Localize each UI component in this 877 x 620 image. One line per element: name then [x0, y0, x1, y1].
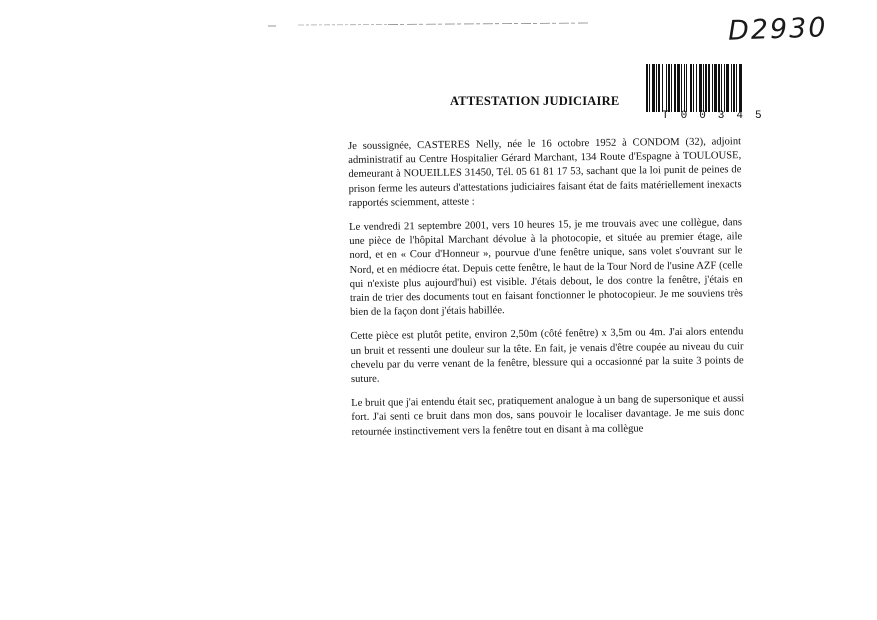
paragraph-sound: Le bruit que j'ai entendu était sec, pratiquement analogue à un bang de supersonique et aussi fort. J'ai senti ce bruit dans mon dos, sans pouvoir le localiser davantage. Je me suis donc retournée instinctivement vers la fenêtre tout en disant à ma collègue — [351, 393, 745, 438]
paragraph-declarant: Je soussignée, CASTERES Nelly, née le 16 octobre 1952 à CONDOM (32), adjoint administratif au Centre Hospitalier Gérard Marchant, 134 Route d'Espagne à TOULOUSE, demeurant à NOUEILLES 31450, Tél. 05 61 81 17 53, sachant que la loi punit de peines de prison ferme les auteurs d'attestations judiciaires faisant état de faits matériellement inexacts rapportés sciemment, atteste : — [348, 136, 742, 209]
paragraph-location: Le vendredi 21 septembre 2001, vers 10 heures 15, je me trouvais avec une collègue, dans une pièce de l'hôpital Marchant dévolue à la photocopie, et située au premier étage, aile nord, et en « Cour d'Honneur », pourvue d'une fenêtre unique, sans volet s'ouvrant sur le Nord, et en médiocre état. Depuis cette fenêtre, le haut de la Tour Nord de l'usine AZF (celle qui n'existe plus aujourd'hui) est visible. J'étais debout, le dos contre la fenêtre, j'étais en train de trier des documents tout en faisant fonctionner le photocopieur. Je me souviens très bien de la façon dont j'étais habillée. — [349, 217, 743, 319]
handwritten-document-code: D2930 — [727, 12, 829, 47]
scan-artifact-line — [268, 22, 588, 28]
barcode-number: T00345 — [662, 110, 774, 122]
attestation-body — [348, 135, 745, 438]
document-title: ATTESTATION JUDICIAIRE — [450, 94, 620, 108]
paragraph-injury: Cette pièce est plutôt petite, environ 2,50m (côté fenêtre) x 3,5m ou 4m. J'ai alors entendu un bruit et ressenti une douleur sur la tête. En fait, je venais d'être coupée au niveau du cuir chevelu par du verre venant de la fenêtre, blessure qui a occasionné par la suite 3 points de suture. — [350, 326, 744, 386]
barcode-graphic — [646, 64, 792, 112]
